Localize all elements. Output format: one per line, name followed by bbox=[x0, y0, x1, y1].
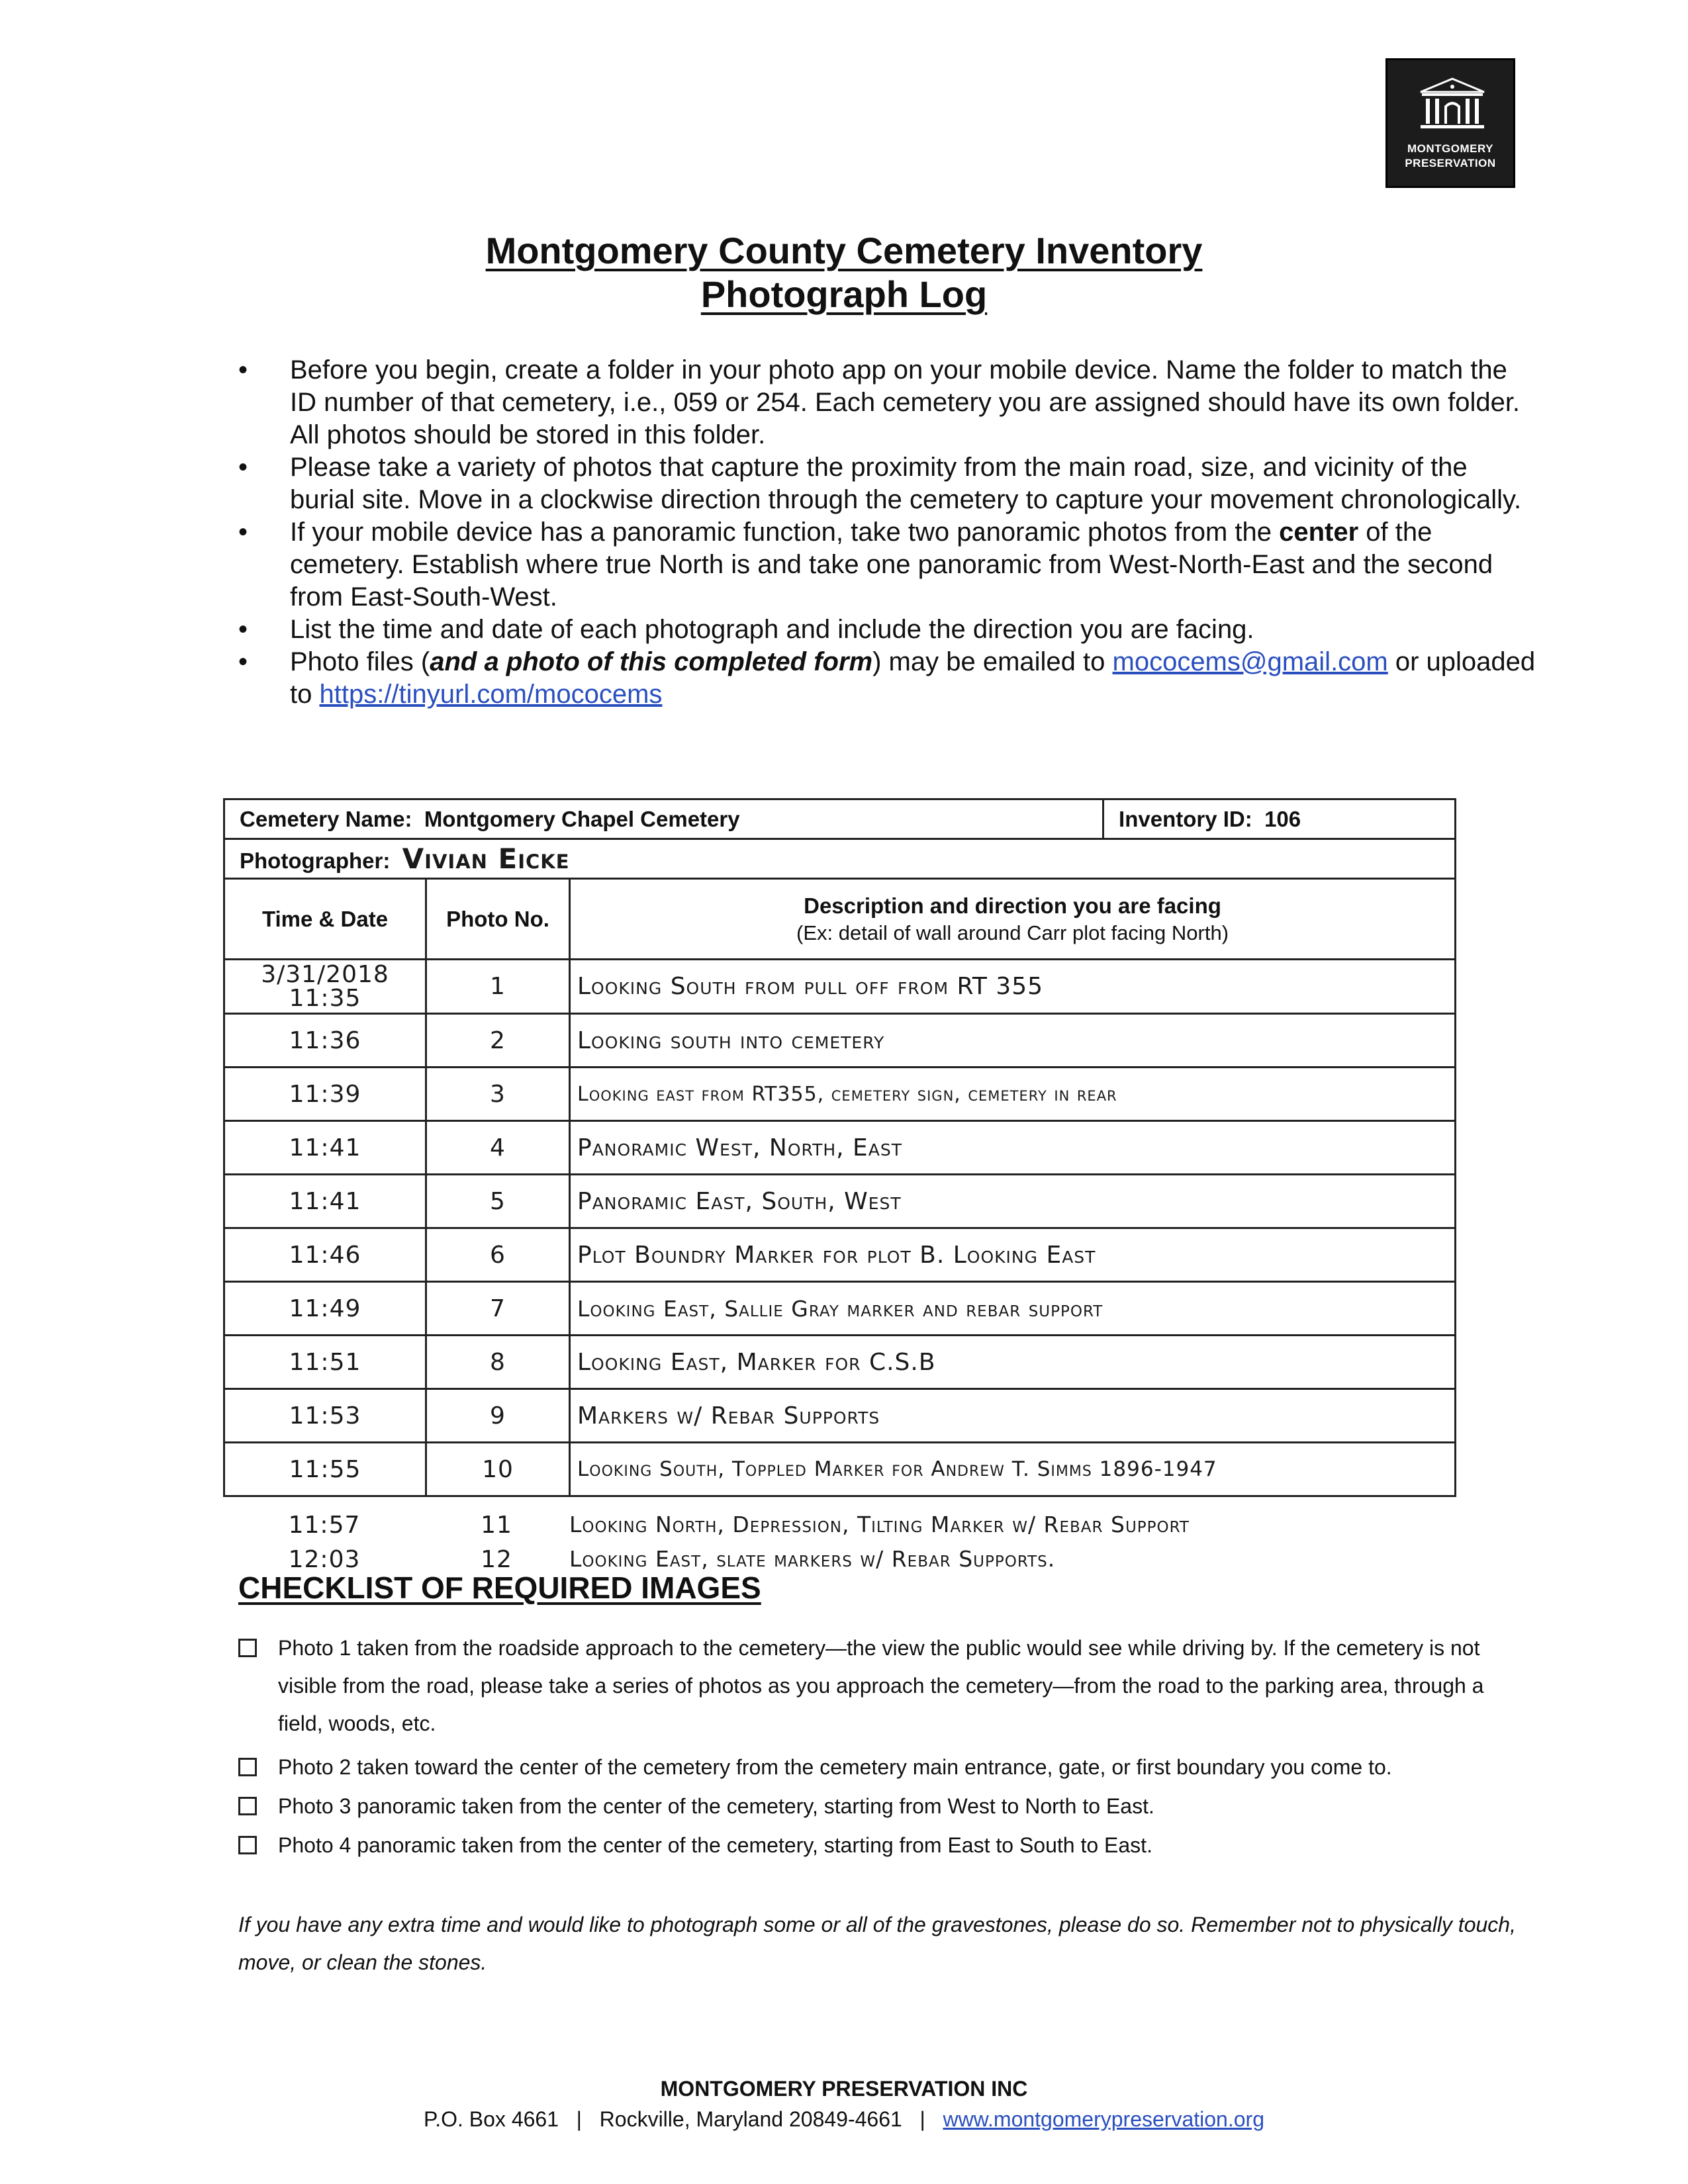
col-header-description-example: (Ex: detail of wall around Carr plot facing North) bbox=[796, 921, 1229, 944]
description-cell[interactable]: Panoramic West, North, East bbox=[570, 1121, 1456, 1175]
description-cell[interactable]: Looking South from pull off from RT 355 bbox=[570, 960, 1456, 1014]
description-cell[interactable]: Looking south into cemetery bbox=[570, 1014, 1456, 1068]
time-cell[interactable]: 11:53 bbox=[224, 1389, 426, 1443]
col-header-description bbox=[570, 879, 1456, 960]
description-cell[interactable]: Markers w/ Rebar Supports bbox=[570, 1389, 1456, 1443]
checklist-item-text: Photo 1 taken from the roadside approach to the cemetery—the view the public would see while driving by. If the cemetery is not visible from the road, please take a series of photos as you approach the cemetery—from the road to the parking area, through a field, woods, etc. bbox=[278, 1636, 1484, 1735]
checklist-item bbox=[238, 1827, 1516, 1864]
checklist-item bbox=[238, 1749, 1516, 1786]
footer-address-text: P.O. Box 4661 | Rockville, Maryland 20849-4661 | bbox=[424, 2107, 943, 2131]
description-cell[interactable]: Panoramic East, South, West bbox=[570, 1175, 1456, 1228]
checklist-item-text: Photo 3 panoramic taken from the center of the cemetery, starting from West to North to East. bbox=[278, 1794, 1154, 1818]
table-row bbox=[224, 1121, 1456, 1175]
instruction-text: Photo files ( bbox=[290, 647, 430, 676]
photographer-value[interactable]: Vivian Eicke bbox=[402, 842, 570, 875]
photo-no-cell[interactable]: 4 bbox=[426, 1121, 570, 1175]
photographer-label: Photographer: bbox=[240, 848, 391, 873]
email-link[interactable]: mococems@gmail.com bbox=[1112, 647, 1388, 676]
time-cell[interactable]: 11:39 bbox=[224, 1068, 426, 1121]
photographer-cell bbox=[224, 839, 1456, 879]
checkbox[interactable] bbox=[238, 1797, 257, 1815]
building-icon bbox=[1419, 77, 1485, 130]
table-row bbox=[224, 1282, 1456, 1336]
photo-no-cell[interactable]: 2 bbox=[426, 1014, 570, 1068]
logo-text-line1: MONTGOMERY bbox=[1407, 142, 1493, 155]
photo-no-cell[interactable]: 5 bbox=[426, 1175, 570, 1228]
extra-time: 12:03 bbox=[288, 1546, 361, 1573]
instruction-item bbox=[238, 354, 1536, 451]
extra-photo-no: 11 bbox=[481, 1512, 512, 1539]
cemetery-name-label: Cemetery Name: bbox=[240, 806, 412, 831]
table-row bbox=[224, 1443, 1456, 1496]
instruction-item bbox=[238, 646, 1536, 711]
date-text: 3/31/2018 bbox=[261, 960, 389, 988]
checklist-title: CHECKLIST OF REQUIRED IMAGES bbox=[238, 1570, 761, 1605]
instruction-text: Before you begin, create a folder in your photo app on your mobile device. Name the folder to match the ID number of that cemetery, i.e., 059 or 254. Each cemetery you are assigned should have its own folder. All photos should be stored in this folder. bbox=[290, 355, 1521, 449]
time-text: 11:35 bbox=[289, 984, 361, 1012]
instruction-text: of the cemetery. Establish where true North is and take one panoramic from West-North-East and the second from East-South-West. bbox=[290, 518, 1493, 612]
logo-text-line2: PRESERVATION bbox=[1405, 157, 1496, 169]
col-header-photo-no: Photo No. bbox=[426, 879, 570, 960]
time-cell[interactable]: 11:41 bbox=[224, 1121, 426, 1175]
table-row bbox=[224, 1014, 1456, 1068]
checklist-item-text: Photo 2 taken toward the center of the cemetery from the cemetery main entrance, gate, or first boundary you come to. bbox=[278, 1755, 1392, 1779]
instruction-item bbox=[238, 516, 1536, 614]
instructions-list bbox=[238, 354, 1536, 711]
extra-photos-note: If you have any extra time and would like to photograph some or all of the gravestones, please do so. Remember not to physically touch, move, or clean the stones. bbox=[238, 1913, 1516, 1974]
upload-link[interactable]: https://tinyurl.com/mococems bbox=[319, 680, 663, 709]
extra-time: 11:57 bbox=[288, 1512, 361, 1539]
checklist-item bbox=[238, 1788, 1516, 1825]
footer-organization: MONTGOMERY PRESERVATION INC bbox=[660, 2077, 1028, 2101]
time-cell[interactable]: 11:55 bbox=[224, 1443, 426, 1496]
organization-logo bbox=[1385, 58, 1515, 188]
photo-no-cell[interactable]: 7 bbox=[426, 1282, 570, 1336]
table-row bbox=[224, 1389, 1456, 1443]
table-row bbox=[224, 960, 1456, 1014]
time-cell[interactable]: 11:49 bbox=[224, 1282, 426, 1336]
extra-photo-no: 12 bbox=[481, 1546, 512, 1573]
time-cell[interactable]: 11:46 bbox=[224, 1228, 426, 1282]
checkbox[interactable] bbox=[238, 1758, 257, 1776]
checklist-item bbox=[238, 1629, 1516, 1743]
extra-description: Looking East, slate markers w/ Rebar Supports. bbox=[569, 1546, 1056, 1572]
table-row bbox=[224, 1228, 1456, 1282]
website-link[interactable]: www.montgomerypreservation.org bbox=[943, 2107, 1264, 2131]
description-cell[interactable]: Looking East, Sallie Gray marker and rebar support bbox=[570, 1282, 1456, 1336]
photo-no-cell[interactable]: 3 bbox=[426, 1068, 570, 1121]
time-cell[interactable]: 11:51 bbox=[224, 1336, 426, 1389]
instruction-item bbox=[238, 614, 1536, 646]
time-cell[interactable]: 11:41 bbox=[224, 1175, 426, 1228]
inventory-id-cell bbox=[1103, 799, 1456, 839]
checklist-item-text: Photo 4 panoramic taken from the center of the cemetery, starting from East to South to East. bbox=[278, 1833, 1152, 1857]
instruction-text: Please take a variety of photos that capture the proximity from the main road, size, and vicinity of the burial site. Move in a clockwise direction through the cemetery to capture your movement chronologically. bbox=[290, 453, 1522, 514]
instruction-emphasis: and a photo of this completed form bbox=[430, 647, 873, 676]
instruction-text: List the time and date of each photograph and include the direction you are facing. bbox=[290, 615, 1254, 644]
col-header-time: Time & Date bbox=[224, 879, 426, 960]
time-cell[interactable] bbox=[224, 960, 426, 1014]
page-title: Montgomery County Cemetery Inventory bbox=[485, 230, 1203, 271]
photo-no-cell[interactable]: 10 bbox=[426, 1443, 570, 1496]
inventory-id-label: Inventory ID: bbox=[1119, 806, 1252, 831]
description-cell[interactable]: Looking East, Marker for C.S.B bbox=[570, 1336, 1456, 1389]
table-row bbox=[224, 1175, 1456, 1228]
photo-no-cell[interactable]: 1 bbox=[426, 960, 570, 1014]
time-cell[interactable]: 11:36 bbox=[224, 1014, 426, 1068]
instruction-bold: center bbox=[1279, 518, 1359, 547]
page-subtitle: Photograph Log bbox=[700, 273, 988, 315]
checkbox[interactable] bbox=[238, 1836, 257, 1854]
photo-no-cell[interactable]: 6 bbox=[426, 1228, 570, 1282]
inventory-id-value[interactable]: 106 bbox=[1264, 806, 1301, 831]
description-cell[interactable]: Plot Boundry Marker for plot B. Looking East bbox=[570, 1228, 1456, 1282]
table-row bbox=[224, 1068, 1456, 1121]
footer-address bbox=[0, 2107, 1688, 2132]
instruction-item bbox=[238, 451, 1536, 516]
photo-no-cell[interactable]: 8 bbox=[426, 1336, 570, 1389]
table-row bbox=[224, 1336, 1456, 1389]
instruction-text: If your mobile device has a panoramic function, take two panoramic photos from the bbox=[290, 518, 1280, 547]
instruction-text: or uploaded to bbox=[290, 647, 1536, 709]
cemetery-name-value[interactable]: Montgomery Chapel Cemetery bbox=[424, 806, 740, 831]
cemetery-name-cell bbox=[224, 799, 1103, 839]
extra-description: Looking North, Depression, Tilting Marker w/ Rebar Support bbox=[569, 1512, 1190, 1537]
photo-no-cell[interactable]: 9 bbox=[426, 1389, 570, 1443]
col-header-description-text: Description and direction you are facing bbox=[804, 893, 1221, 918]
description-cell[interactable]: Looking east from RT355, cemetery sign, cemetery in rear bbox=[570, 1068, 1456, 1121]
photo-log-table bbox=[223, 798, 1456, 1497]
instruction-text: ) may be emailed to bbox=[872, 647, 1113, 676]
checkbox[interactable] bbox=[238, 1639, 257, 1657]
description-cell[interactable]: Looking South, Toppled Marker for Andrew T. Simms 1896-1947 bbox=[570, 1443, 1456, 1496]
